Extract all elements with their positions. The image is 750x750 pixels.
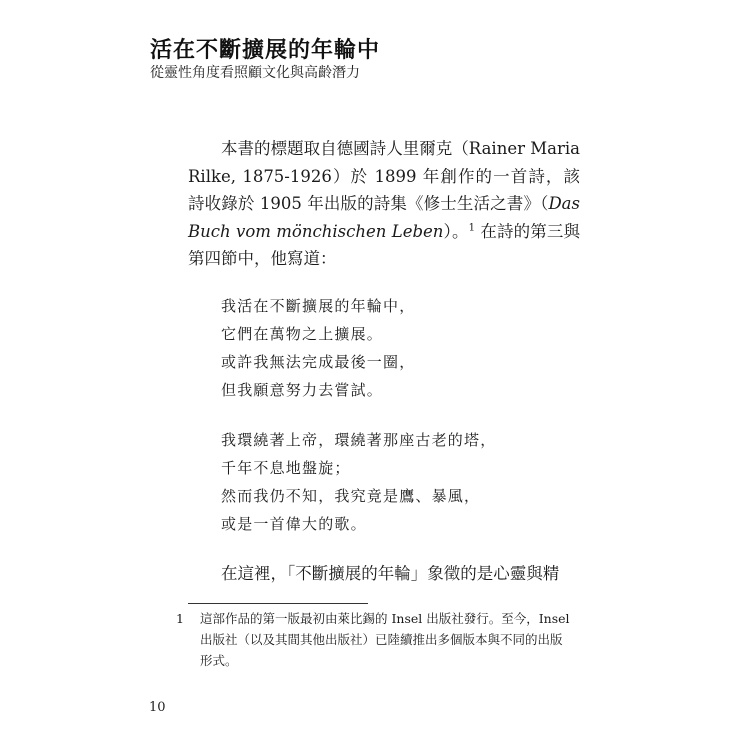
footnote-divider [188,603,368,604]
poem-stanza-2 [221,426,541,538]
poem-line: 它們在萬物之上擴展。 [221,325,384,343]
poem-line: 但我願意努力去嘗試。 [221,381,384,399]
footnote-text: 這部作品的第一版最初由萊比錫的 Insel 出版社發行。至今，Insel 出版社（以及其間其他出版社）已陸續推出多個版本與不同的出版形式。 [200,611,570,668]
footnote [176,608,574,671]
footnote-number: 1 [176,611,184,626]
paragraph-text-a: 本書的標題取自德國詩人里爾克（Rainer Maria Rilke, 1875-1926）於 1899 年創作的一首詩，該詩收錄於 1905 年出版的詩集《修士生活之書》（ [188,139,580,213]
paragraph-text-c: 在詩的第三與第四節中，他寫道： [188,221,581,268]
page-number: 10 [149,700,166,715]
footnote-reference: 1 [468,222,475,233]
continuation-text: 在這裡，「不斷擴展的年輪」象徵的是心靈與精 [221,564,560,583]
poem-line: 我活在不斷擴展的年輪中， [221,297,416,315]
book-title: 活在不斷擴展的年輪中 [150,38,381,63]
poem-stanza-1 [221,292,541,404]
poem-line: 然而我仍不知，我究竟是鷹、暴風， [221,487,481,505]
running-header [150,38,570,82]
body-paragraph [188,135,580,273]
paragraph-text-b: ）。 [443,221,469,241]
poem-line: 千年不息地盤旋； [221,459,351,477]
poem-line: 我環繞著上帝，環繞著那座古老的塔， [221,431,497,449]
continuation-paragraph [188,560,580,588]
poem-line: 或是一首偉大的歌。 [221,515,367,533]
poem-line: 或許我無法完成最後一圈， [221,353,416,371]
book-title-italic: Das Buch vom mönchischen Leben [188,194,580,241]
book-subtitle: 從靈性角度看照顧文化與高齡潛力 [150,65,360,81]
